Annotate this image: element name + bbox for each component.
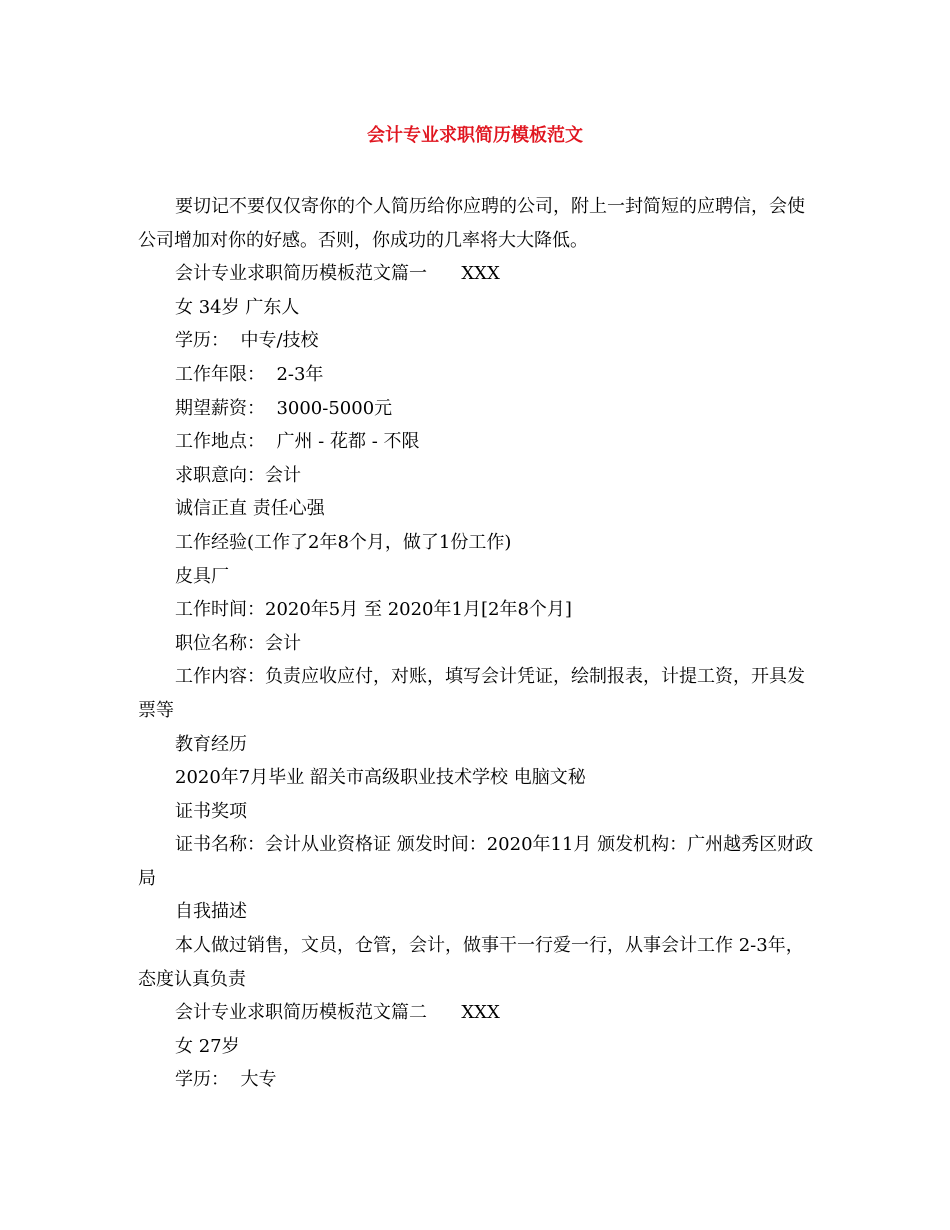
resume-one-work-period: 工作时间：2020年5月 至 2020年1月[2年8个月] <box>175 599 572 621</box>
resume-one-certificates-heading: 证书奖项 <box>175 800 247 822</box>
resume-one-traits: 诚信正直 责任心强 <box>175 498 325 520</box>
resume-one-education-heading: 教育经历 <box>175 733 247 755</box>
intro-paragraph: 要切记不要仅仅寄你的个人简历给你应聘的公司，附上一封简短的应聘信，会使公司增加对你的好感。否则，你成功的几率将大大降低。 <box>138 196 805 251</box>
resume-one-position: 职位名称：会计 <box>175 632 301 654</box>
resume-one-salary: 期望薪资： 3000-5000元 <box>175 397 393 419</box>
resume-one-self-description: 本人做过销售，文员，仓管，会计，做事干一行爱一行，从事会计工作 2-3年，态度认真负责 <box>138 935 804 990</box>
resume-two-education: 学历： 大专 <box>175 1069 277 1091</box>
document-body <box>138 190 818 1097</box>
resume-one-certificate: 证书名称：会计从业资格证 颁发时间：2020年11月 颁发机构：广州越秀区财政局 <box>138 834 814 889</box>
resume-one-duties: 工作内容：负责应收应付，对账，填写会计凭证，绘制报表，计提工资，开具发票等 <box>138 666 805 721</box>
resume-one-self-description-heading: 自我描述 <box>175 901 247 923</box>
resume-one-experience-heading: 工作经验(工作了2年8个月，做了1份工作) <box>175 531 512 553</box>
document-title: 会计专业求职简历模板范文 <box>367 125 583 146</box>
resume-one-education: 学历： 中专/技校 <box>175 330 319 352</box>
resume-two-gender-age: 女 27岁 <box>175 1035 240 1057</box>
resume-one-work-years: 工作年限： 2-3年 <box>175 363 324 385</box>
resume-two-heading: 会计专业求职简历模板范文篇二 XXX <box>175 1002 500 1024</box>
resume-one-graduation: 2020年7月毕业 韶关市高级职业技术学校 电脑文秘 <box>175 767 586 789</box>
resume-one-heading: 会计专业求职简历模板范文篇一 XXX <box>175 263 500 285</box>
resume-one-gender-age: 女 34岁 广东人 <box>175 296 300 318</box>
resume-one-location: 工作地点： 广州 - 花都 - 不限 <box>175 431 420 453</box>
resume-one-intention: 求职意向：会计 <box>175 464 301 486</box>
resume-one-company: 皮具厂 <box>175 565 229 587</box>
